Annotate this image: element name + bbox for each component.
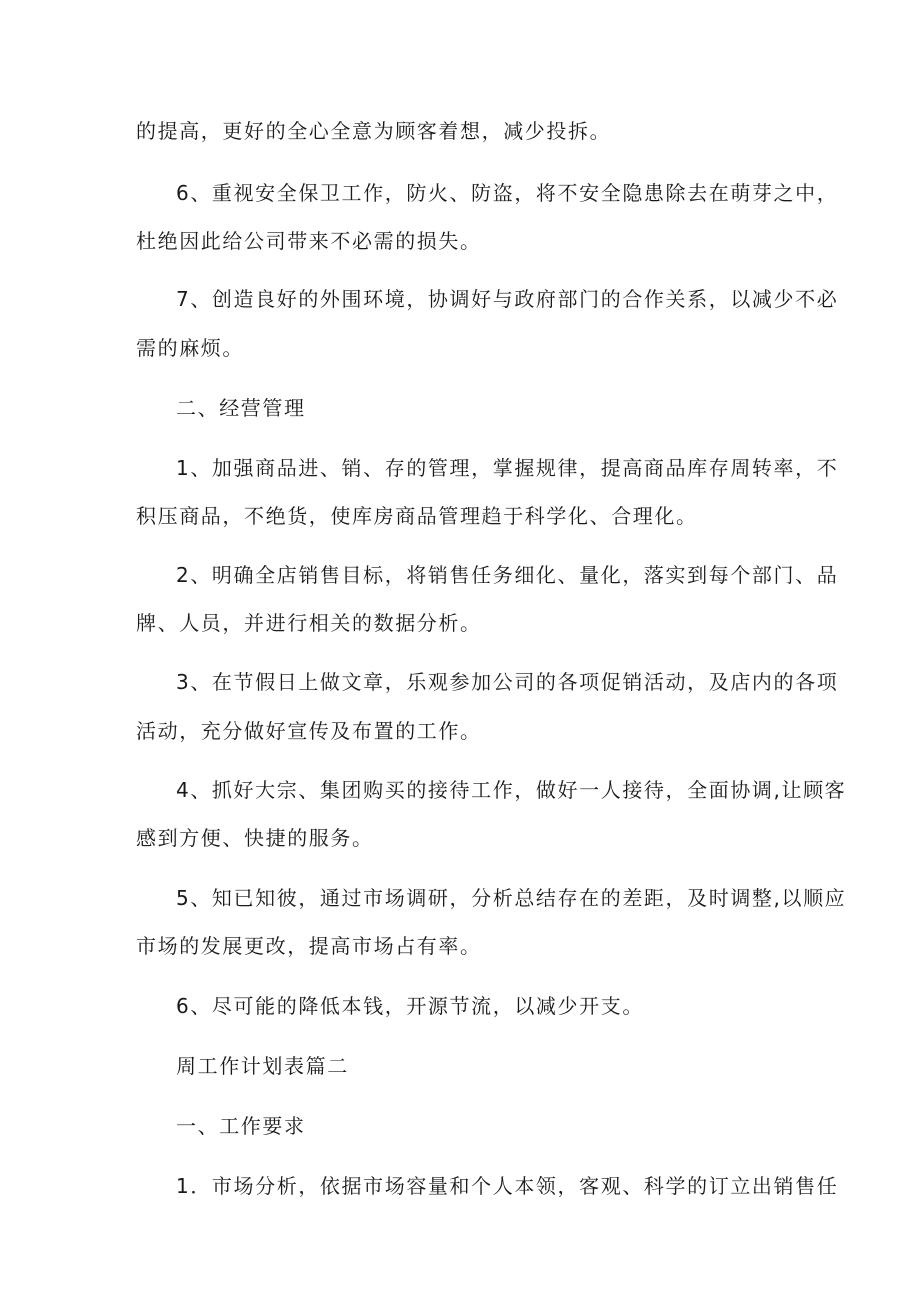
text-line: 5、知已知彼，通过市场调研，分析总结存在的差距，及时调整,以顺应 [176, 886, 847, 910]
text-line: 3、在节假日上做文章，乐观参加公司的各项促销活动，及店内的各项 [176, 670, 839, 694]
text-line: 的提高，更好的全心全意为顾客着想，减少投拆。 [136, 119, 612, 143]
text-line: 杜绝因此给公司带来不必需的损失。 [136, 229, 482, 253]
text-line: 2、明确全店销售目标，将销售任务细化、量化，落实到每个部门、品 [176, 563, 839, 587]
text-line: 6、尽可能的降低本钱，开源节流，以减少开支。 [176, 994, 644, 1018]
text-line: 1．市场分析，依据市场容量和个人本领，客观、科学的订立出销售任 [176, 1174, 839, 1198]
section-heading: 一、工作要求 [176, 1114, 306, 1138]
text-line: 4、抓好大宗、集团购买的接待工作，做好一人接待，全面协调,让顾客 [176, 778, 847, 802]
text-line: 积压商品，不绝货，使库房商品管理趋于科学化、合理化。 [136, 504, 698, 528]
text-line: 牌、人员，并进行相关的数据分析。 [136, 611, 482, 635]
text-line: 市场的发展更改，提高市场占有率。 [136, 934, 482, 958]
section-heading: 周工作计划表篇二 [176, 1054, 349, 1078]
text-line: 活动，充分做好宣传及布置的工作。 [136, 719, 482, 743]
text-line: 需的麻烦。 [136, 336, 244, 360]
text-line: 7、创造良好的外围环境，协调好与政府部门的合作关系，以减少不必 [176, 287, 839, 311]
text-line: 6、重视安全保卫工作，防火、防盗，将不安全隐患除去在萌芽之中， [176, 181, 839, 205]
section-heading: 二、经营管理 [176, 396, 306, 420]
text-line: 感到方便、快捷的服务。 [136, 826, 374, 850]
text-line: 1、加强商品进、销、存的管理，掌握规律，提高商品库存周转率，不 [176, 456, 839, 480]
